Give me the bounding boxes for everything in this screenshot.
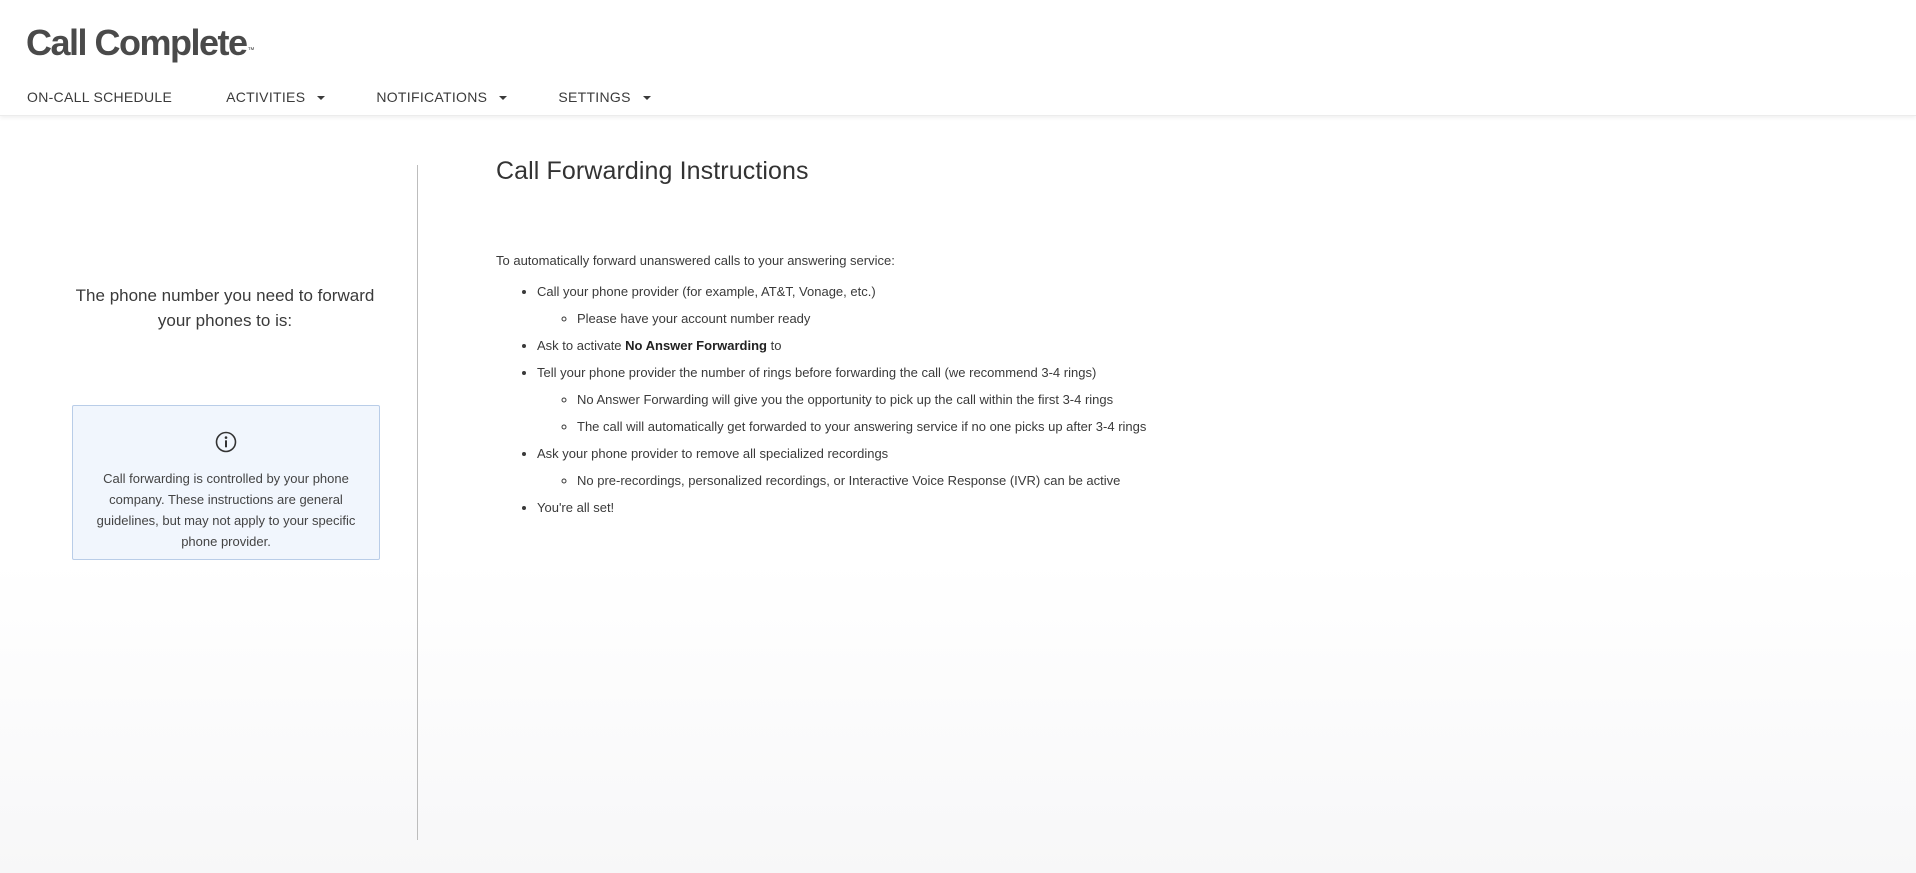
instruction-steps	[537, 278, 1146, 521]
main-nav	[27, 87, 651, 107]
sub-list-item: ◦ No Answer Forwarding will give you the opportunity to pick up the call within the first 3-4 rings	[577, 386, 1146, 413]
page-title: Call Forwarding Instructions	[496, 157, 809, 185]
step-text: You're all set!	[537, 500, 615, 515]
vertical-divider	[417, 165, 418, 840]
step-text: Ask to activate	[537, 338, 626, 353]
step-text: Call your phone provider (for example, AT&T, Vonage, etc.)	[537, 284, 876, 299]
info-text: Call forwarding is controlled by your phone company. These instructions are general guidelines, but may not apply to your specific phone provider.	[96, 471, 356, 549]
list-item	[537, 332, 1146, 359]
step-text: Ask your phone provider to remove all specialized recordings	[537, 446, 889, 461]
step-text: Tell your phone provider the number of rings before forwarding the call (we recommend 3-4 rings)	[537, 365, 1097, 380]
instructions-intro: To automatically forward unanswered calls to your answering service:	[496, 253, 895, 268]
nav-notifications[interactable]	[376, 89, 507, 105]
sub-list-item: ◦ No pre-recordings, personalized recordings, or Interactive Voice Response (IVR) can be active	[577, 467, 1146, 494]
caret-down-icon	[643, 96, 651, 100]
app-logo[interactable]	[26, 22, 255, 64]
forward-number-label: The phone number you need to forward your phones to is:	[75, 286, 375, 330]
list-item	[537, 278, 1146, 332]
logo-trademark: ™	[247, 47, 255, 54]
list-item	[537, 494, 1146, 521]
sub-list-item: ◦ Please have your account number ready	[577, 305, 1146, 332]
step-bold-text: No Answer Forwarding	[625, 338, 767, 353]
sub-list-item: ◦ The call will automatically get forwarded to your answering service if no one picks up after 3-4 rings	[577, 413, 1146, 440]
info-icon	[215, 431, 237, 453]
nav-item-label: NOTIFICATIONS	[376, 89, 488, 105]
nav-item-label: SETTINGS	[558, 89, 631, 105]
list-item	[537, 359, 1146, 440]
nav-item-label: ON-CALL SCHEDULE	[27, 89, 173, 105]
caret-down-icon	[499, 96, 507, 100]
nav-settings[interactable]	[558, 89, 650, 105]
nav-item-label: ACTIVITIES	[226, 89, 306, 105]
nav-on-call-schedule[interactable]	[27, 89, 172, 105]
logo-text: Call Complete	[26, 22, 247, 63]
info-box	[72, 405, 380, 560]
caret-down-icon	[317, 96, 325, 100]
list-item	[537, 440, 1146, 494]
app-header	[0, 0, 1916, 116]
nav-activities[interactable]	[226, 89, 325, 105]
step-text-after: to	[766, 338, 782, 353]
